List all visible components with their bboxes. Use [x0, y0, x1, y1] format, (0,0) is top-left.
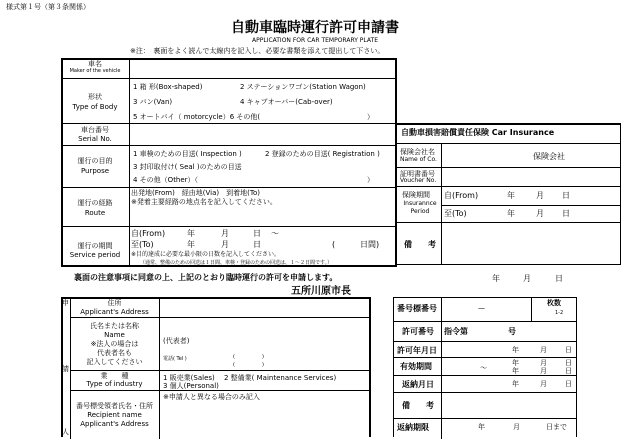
- page-subtitle: APPLICATION FOR CAR TEMPORARY PLATE: [251, 37, 378, 44]
- purpose-option-other[interactable]: 4 その他（Other）（: [133, 176, 199, 184]
- return-date-label: 返納月日: [402, 380, 434, 389]
- period-note: ※目的達成に必要な最小限の日数を記入してください。: [131, 251, 281, 258]
- period-to-label: 至(To): [131, 240, 154, 249]
- applicant-address-label-en: Applicant's Address: [80, 308, 149, 316]
- recipient-label: 番号標受領者氏名・住所: [76, 402, 153, 410]
- route-label-en: Route: [84, 209, 106, 217]
- purpose-label-en: Purpose: [80, 167, 110, 175]
- applicant-side-top: 申: [62, 299, 69, 307]
- body-type-option-wagon[interactable]: 2 ステーションワゴン(Station Wagon): [240, 83, 366, 91]
- valid-period-label: 有効期間: [400, 362, 432, 371]
- purpose-close-paren: ）: [367, 176, 374, 184]
- insurance-company-field[interactable]: [443, 145, 531, 166]
- body-type-option-box[interactable]: 1 箱 形(Box-shaped): [133, 83, 203, 91]
- body-type-option-motorcycle[interactable]: 5 オートバイ（ motorcycle）6 その他(: [133, 113, 261, 121]
- body-type-option-cabover[interactable]: 4 キャブオーバー(Cab-over): [240, 98, 333, 106]
- industry-label-en: Type of industry: [86, 380, 143, 388]
- addressee: 五所川原市長: [291, 286, 351, 297]
- insurance-company-label-en: Name of Co.: [400, 156, 437, 163]
- body-type-label: 形状: [88, 93, 102, 101]
- purpose-option-seal[interactable]: 3 封印取付け( Seal )のための目送: [133, 163, 242, 171]
- applicant-name-field[interactable]: [161, 319, 369, 336]
- insurance-period-label: 保険期間: [402, 191, 430, 199]
- permit-number-label: 許可番号: [402, 327, 434, 336]
- insurance-title: 自動車損害賠償責任保険 Car Insurance: [401, 128, 555, 137]
- industry-options-1[interactable]: 1 販売業(Sales) 2 整備業( Maintenance Services): [163, 374, 337, 382]
- period-label-en: Service period: [69, 251, 121, 259]
- applicant-address-field[interactable]: [161, 299, 369, 316]
- plate-number-label: 番号標番号: [397, 304, 437, 313]
- permit-date-label: 許可年月日: [397, 346, 437, 355]
- representative-label: (代表者): [163, 337, 190, 345]
- route-header: 出発地(From) 経由地(Via) 到着地(To): [131, 189, 260, 197]
- vehicle-name-label: 車名: [88, 60, 102, 68]
- period-label: 運行の期間: [77, 242, 113, 250]
- route-note: ※発着主要経路の地点名を記入してください。: [131, 198, 277, 206]
- purpose-option-registration[interactable]: 2 登録のための目送( Registration ): [265, 150, 380, 158]
- applicant-address-label: 住所: [107, 299, 122, 307]
- voucher-label: 証明書番号: [400, 170, 435, 178]
- applicant-side-mid: 請: [62, 365, 69, 373]
- insurance-company-suffix: 保険会社: [533, 152, 565, 161]
- recipient-field[interactable]: [161, 402, 369, 437]
- industry-options-2[interactable]: 3 個人(Personal): [163, 382, 219, 390]
- form-number: 様式第１号（第３条関係）: [6, 3, 90, 11]
- recipient-note: ※申請人と異なる場合のみ記入: [163, 393, 260, 401]
- industry-label: 業 種: [100, 372, 129, 380]
- return-deadline-label: 返納期限: [397, 423, 429, 432]
- serial-label-en: Serial No.: [78, 135, 112, 143]
- applicant-name-label: 氏名または名称: [90, 322, 139, 330]
- purpose-label: 運行の目的: [77, 157, 113, 165]
- serial-field[interactable]: [131, 125, 395, 144]
- serial-label: 車台番号: [81, 126, 109, 134]
- page-title: 自動車臨時運行許可申請書: [231, 20, 399, 36]
- insurance-company-label: 保険会社名: [400, 148, 435, 156]
- body-type-option-van[interactable]: 3 バン(Van): [133, 98, 173, 106]
- insurance-remarks-label: 備 考: [404, 240, 436, 249]
- period-days: 日間): [360, 240, 380, 249]
- insurance-period-label-en: Insurannce Period: [403, 200, 437, 215]
- consent-statement: 裏面の注意事項に同意の上、上記のとおり臨時運行の許可を申請します。: [74, 273, 338, 282]
- instruction-note: ※注： 裏面をよく読んで太線内を記入し、必要な書類を添えて提出して下さい。: [130, 47, 385, 55]
- purpose-option-inspection[interactable]: 1 車検のための目送( Inspection ): [133, 150, 242, 158]
- insurance-remarks-field[interactable]: [443, 224, 619, 264]
- body-type-label-en: Type of Body: [72, 103, 118, 111]
- sheets-label: 枚数: [547, 299, 561, 307]
- office-remarks-label: 備 考: [402, 401, 434, 410]
- period-note-sub: （通常、整備のための回送は１日間、車検・登録のための回送は、１〜２日間です。）: [140, 260, 333, 266]
- voucher-field[interactable]: [443, 169, 619, 185]
- period-from-label: 自(From): [131, 229, 166, 238]
- body-type-close-paren: ）: [367, 113, 374, 121]
- applicant-side-bot: 人: [62, 428, 69, 436]
- route-field[interactable]: [131, 207, 395, 225]
- voucher-label-en: Voucher No.: [400, 177, 437, 184]
- vehicle-name-label-en: Maker of the vehicle: [69, 68, 121, 74]
- route-label: 運行の経路: [77, 199, 113, 207]
- vehicle-name-field[interactable]: [131, 60, 395, 77]
- tel-label: 電話( Tel ): [163, 356, 187, 362]
